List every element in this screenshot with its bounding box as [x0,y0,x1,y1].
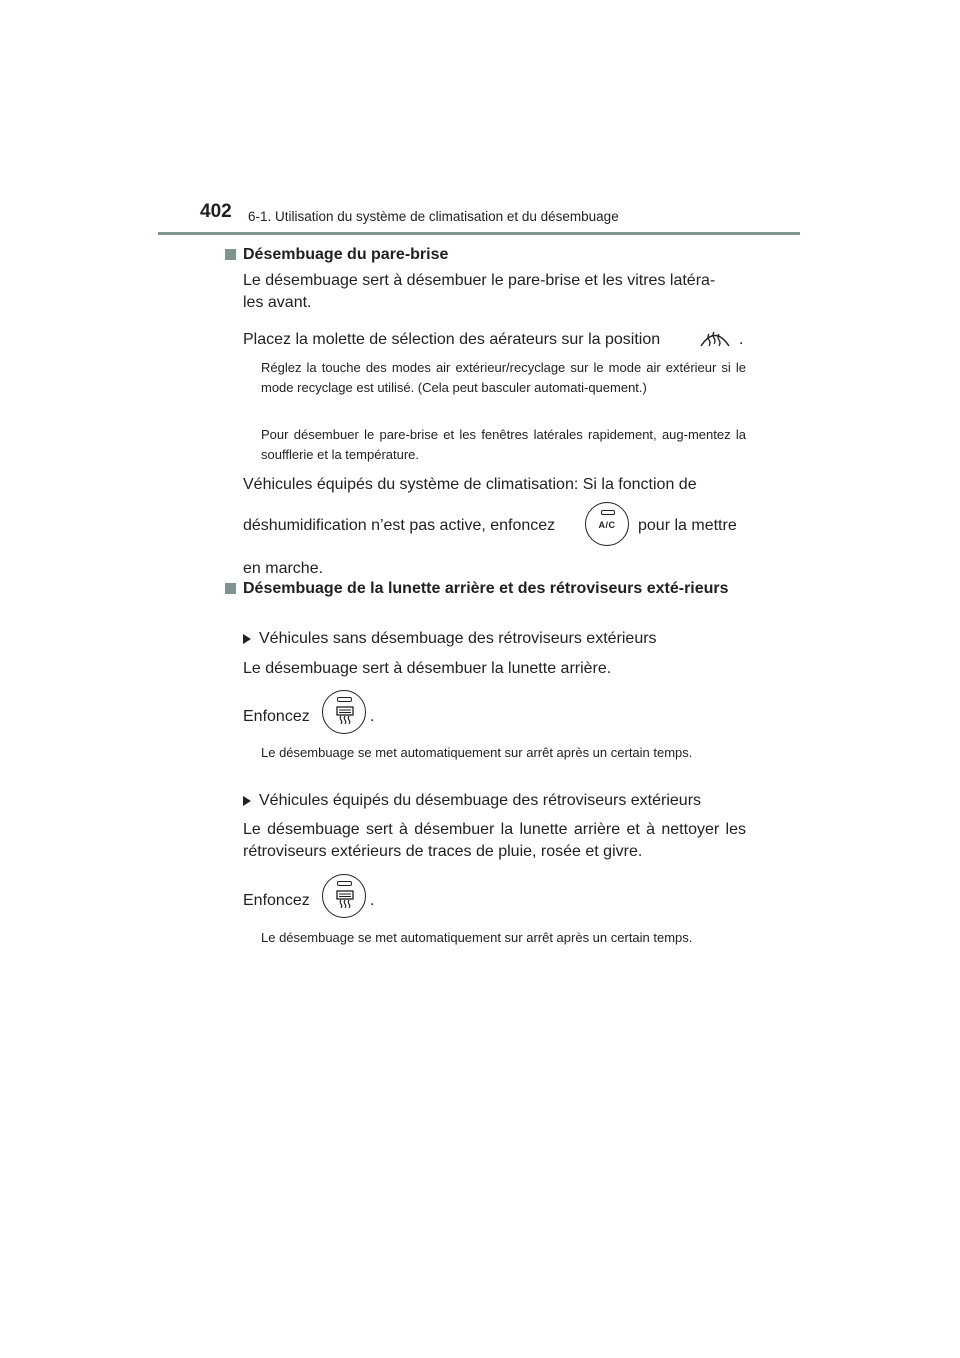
square-bullet-icon [225,583,236,594]
paragraph-text: déshumidification n’est pas active, enfoncez [243,517,556,534]
indicator-light-icon [601,510,615,515]
press-instruction: Enfoncez [243,708,310,725]
note-text: Réglez la touche des modes air extérieur/recyclage sur le mode air extérieur si le mode recyclage est utilisé. (Cela peut basculer automati-quement.) [261,360,746,395]
paragraph-line: les avant. [243,294,312,311]
paragraph-end: . [739,331,744,348]
paragraph-text: pour la mettre [638,517,737,534]
ac-button-label: A/C [598,520,616,530]
ac-button-icon [585,502,629,546]
press-end: . [370,892,375,909]
page-number: 402 [200,201,232,222]
rear-defogger-button-icon [322,690,366,734]
section-heading-text: Désembuage de la lunette arrière et des rétroviseurs exté-rieurs [243,580,729,597]
section-heading-text: Désembuage du pare-brise [243,246,449,263]
chapter-title: 6-1. Utilisation du système de climatisation et du désembuage [248,209,619,224]
note-text: Le désembuage se met automatiquement sur arrêt après un certain temps. [261,745,693,760]
subheading-text: Véhicules sans désembuage des rétroviseurs extérieurs [259,630,657,647]
paragraph-line: Véhicules équipés du système de climatisation: Si la fonction de [243,476,697,493]
paragraph-text: Placez la molette de sélection des aérateurs sur la position [243,331,661,348]
windshield-defrost-icon [698,324,732,352]
rear-window-defrost-icon [335,706,355,726]
header-rule [158,232,800,235]
press-end: . [370,708,375,725]
paragraph-line: en marche. [243,560,324,577]
indicator-light-icon [337,881,352,886]
paragraph-text: Le désembuage sert à désembuer la lunette arrière et à nettoyer les rétroviseurs extérieurs de traces de pluie, rosée et givre. [243,821,746,860]
rear-window-defrost-icon [335,890,355,910]
paragraph-line: Le désembuage sert à désembuer le pare-brise et les vitres latéra- [243,272,716,289]
square-bullet-icon [225,249,236,260]
indicator-light-icon [337,697,352,702]
rear-defogger-button-icon [322,874,366,918]
triangle-bullet-icon [243,796,251,806]
subheading-text: Véhicules équipés du désembuage des rétroviseurs extérieurs [259,792,702,809]
press-instruction: Enfoncez [243,892,310,909]
paragraph-text: Le désembuage sert à désembuer la lunette arrière. [243,660,612,677]
note-text: Le désembuage se met automatiquement sur arrêt après un certain temps. [261,930,693,945]
note-text: Pour désembuer le pare-brise et les fenêtres latérales rapidement, aug-mentez la soufflerie et la température. [261,427,746,462]
triangle-bullet-icon [243,634,251,644]
